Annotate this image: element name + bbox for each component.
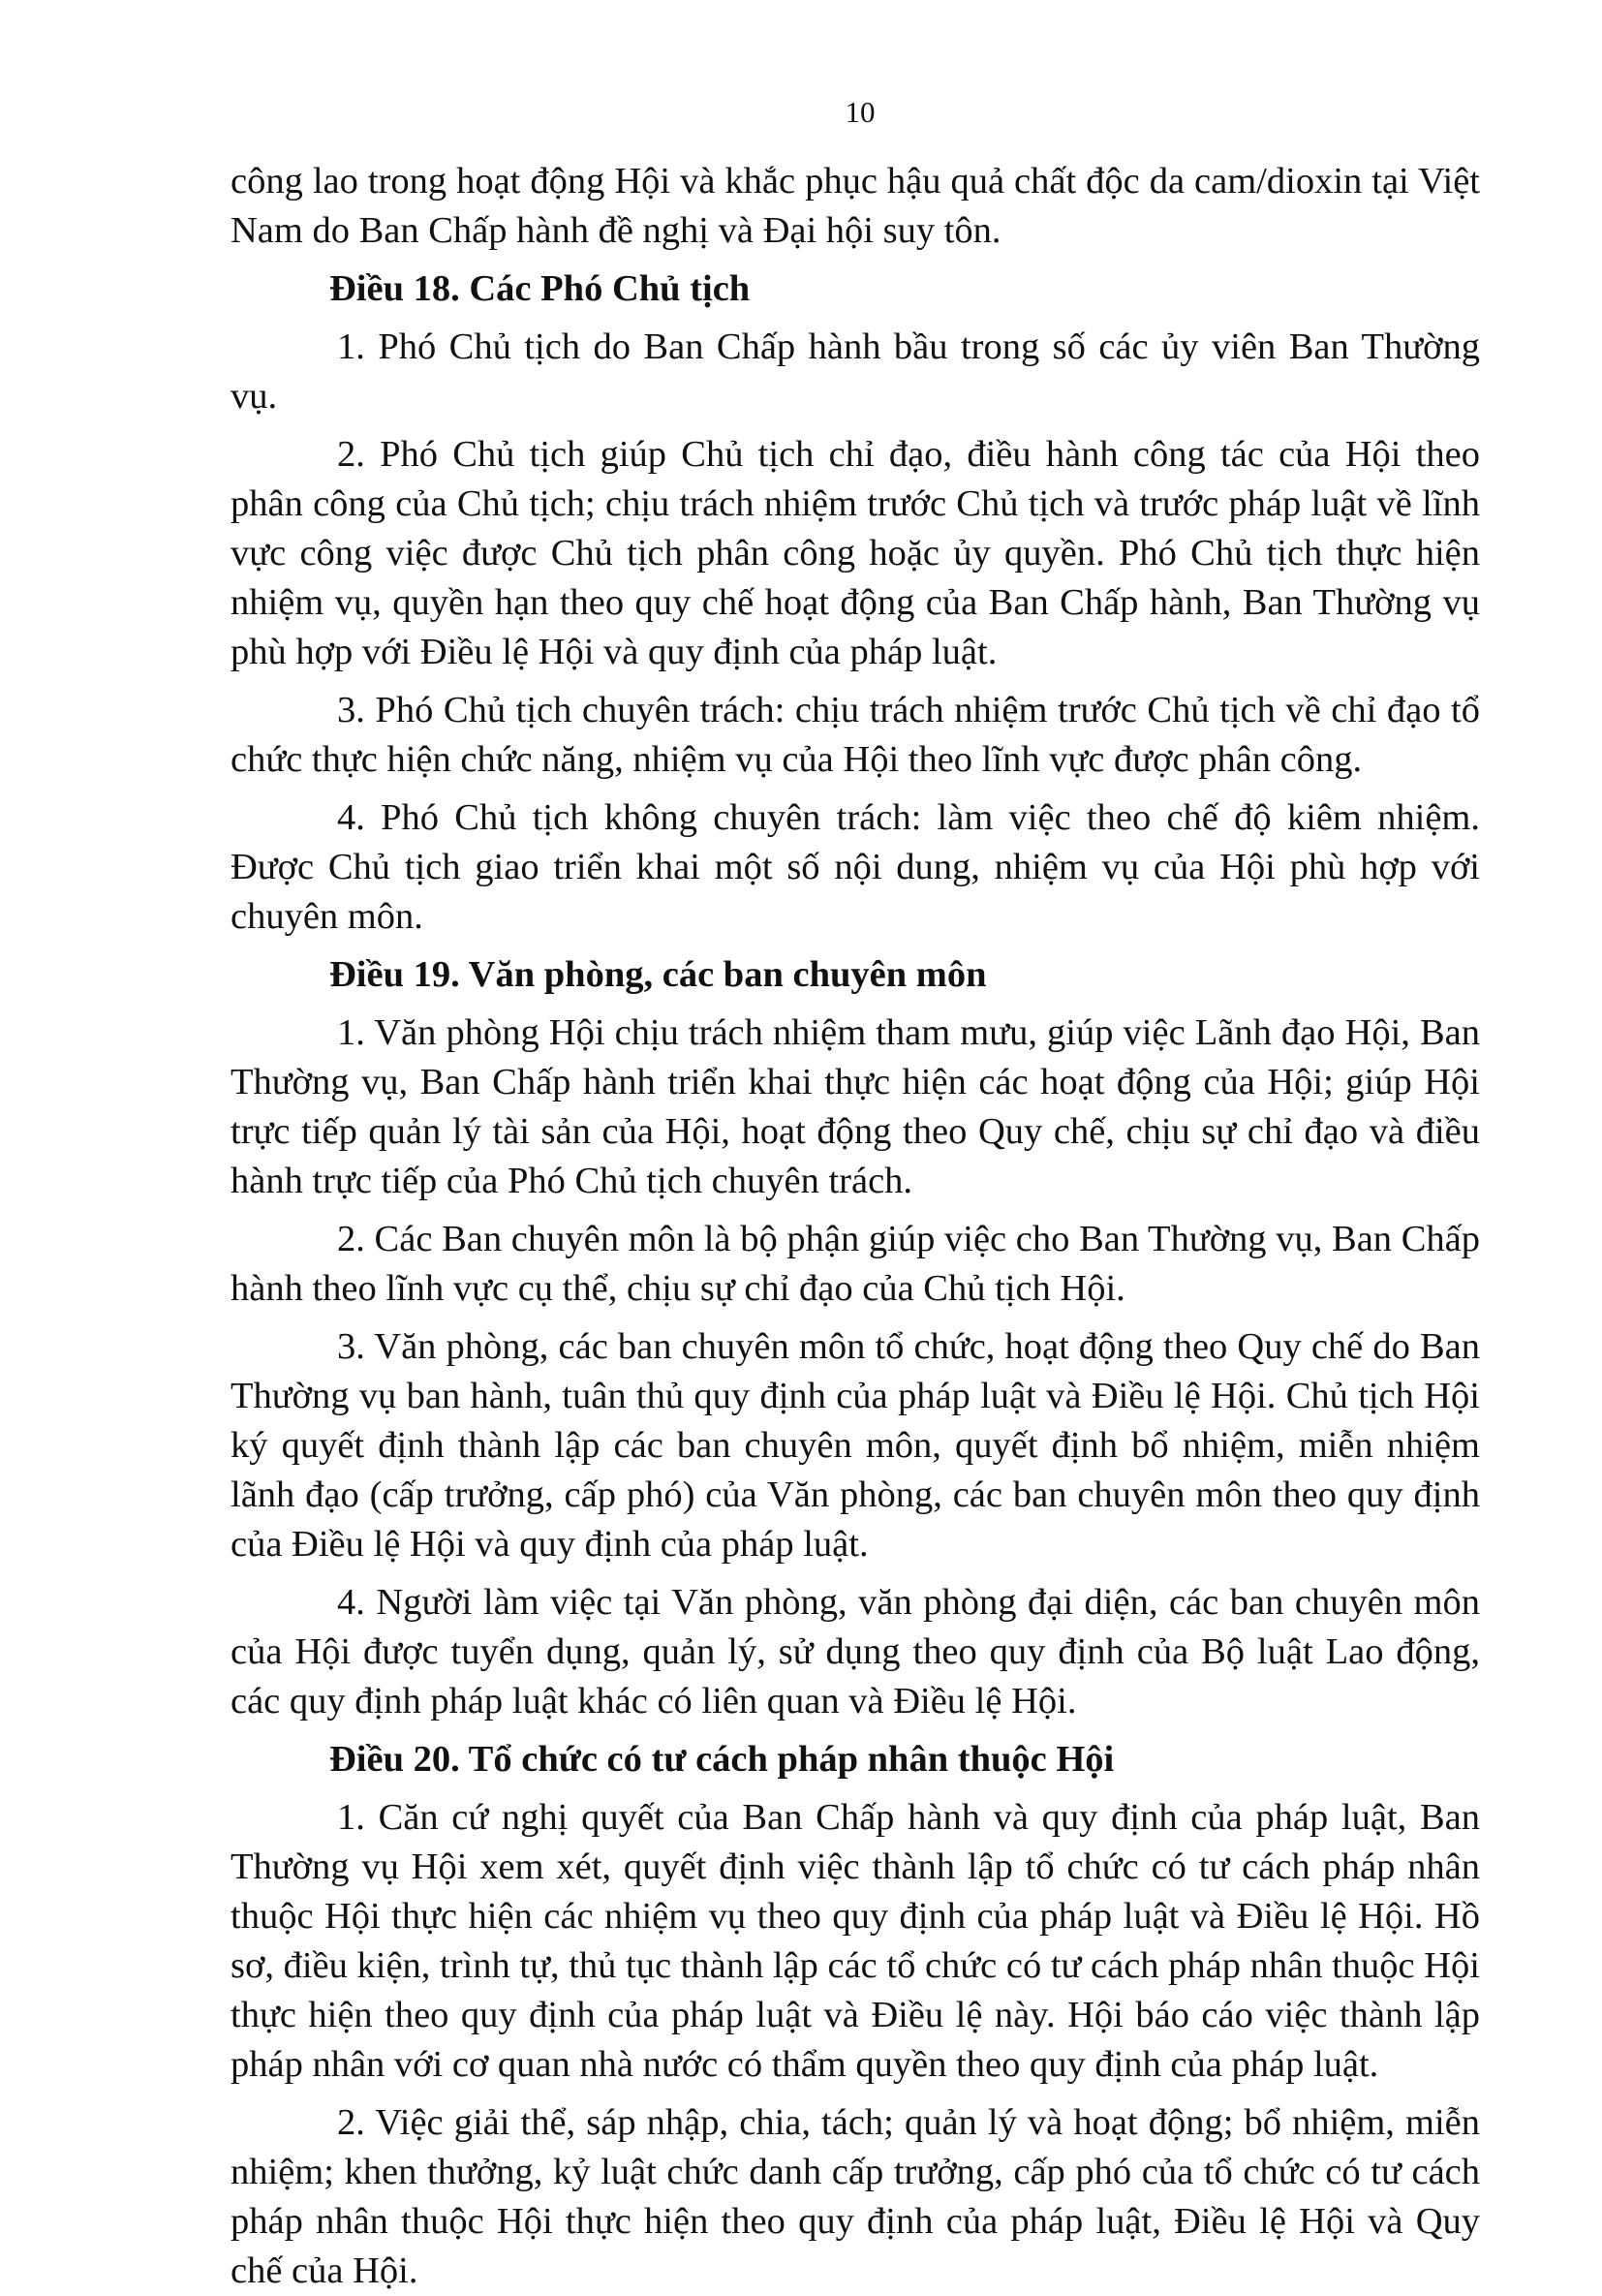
page-number: 10	[845, 95, 876, 129]
article-paragraph: 3. Văn phòng, các ban chuyên môn tổ chức, hoạt động theo Quy chế do Ban Thường vụ ban hành, tuân thủ quy định của pháp luật và Điều lệ Hội. Chủ tịch Hội ký quyết định thành lập các ban chuyên môn, quyết định bổ nhiệm, miễn nhiệm lãnh đạo (cấp trưởng, cấp phó) của Văn phòng, các ban chuyên môn theo quy định của Điều lệ Hội và quy định của pháp luật.	[231, 1326, 1480, 1565]
document-page	[231, 93, 1480, 2296]
article-paragraph: 2. Phó Chủ tịch giúp Chủ tịch chỉ đạo, điều hành công tác của Hội theo phân công của Chủ tịch; chịu trách nhiệm trước Chủ tịch và trước pháp luật về lĩnh vực công việc được Chủ tịch phân công hoặc ủy quyền. Phó Chủ tịch thực hiện nhiệm vụ, quyền hạn theo quy chế hoạt động của Ban Chấp hành, Ban Thường vụ phù hợp với Điều lệ Hội và quy định của pháp luật.	[231, 434, 1480, 672]
article-heading: Điều 19. Văn phòng, các ban chuyên môn	[329, 954, 987, 995]
article-20	[231, 1735, 1480, 2296]
article-paragraph: 3. Phó Chủ tịch chuyên trách: chịu trách nhiệm trước Chủ tịch về chỉ đạo tổ chức thực hiện chức năng, nhiệm vụ của Hội theo lĩnh vực được phân công.	[231, 690, 1480, 780]
article-19	[231, 950, 1480, 1726]
article-paragraph: 1. Căn cứ nghị quyết của Ban Chấp hành và quy định của pháp luật, Ban Thường vụ Hội xem xét, quyết định việc thành lập tổ chức có tư cách pháp nhân thuộc Hội thực hiện các nhiệm vụ theo quy định của pháp luật và Điều lệ Hội. Hồ sơ, điều kiện, trình tự, thủ tục thành lập các tổ chức có tư cách pháp nhân thuộc Hội thực hiện theo quy định của pháp luật và Điều lệ này. Hội báo cáo việc thành lập pháp nhân với cơ quan nhà nước có thẩm quyền theo quy định của pháp luật.	[231, 1797, 1480, 2085]
article-paragraph: 2. Các Ban chuyên môn là bộ phận giúp việc cho Ban Thường vụ, Ban Chấp hành theo lĩnh vực cụ thể, chịu sự chỉ đạo của Chủ tịch Hội.	[231, 1219, 1480, 1309]
article-paragraph: 4. Người làm việc tại Văn phòng, văn phòng đại diện, các ban chuyên môn của Hội được tuyển dụng, quản lý, sử dụng theo quy định của Bộ luật Lao động, các quy định pháp luật khác có liên quan và Điều lệ Hội.	[231, 1582, 1480, 1722]
opening-paragraph: công lao trong hoạt động Hội và khắc phục hậu quả chất độc da cam/dioxin tại Việt Nam do Ban Chấp hành đề nghị và Đại hội suy tôn.	[231, 161, 1480, 251]
article-paragraph: 1. Phó Chủ tịch do Ban Chấp hành bầu trong số các ủy viên Ban Thường vụ.	[231, 326, 1480, 417]
article-paragraph: 4. Phó Chủ tịch không chuyên trách: làm việc theo chế độ kiêm nhiệm. Được Chủ tịch giao triển khai một số nội dung, nhiệm vụ của Hội phù hợp với chuyên môn.	[231, 797, 1480, 937]
article-18	[231, 264, 1480, 942]
article-heading: Điều 20. Tổ chức có tư cách pháp nhân thuộc Hội	[329, 1739, 1115, 1780]
article-paragraph: 2. Việc giải thể, sáp nhập, chia, tách; quản lý và hoạt động; bổ nhiệm, miễn nhiệm; khen thưởng, kỷ luật chức danh cấp trưởng, cấp phó của tổ chức có tư cách pháp nhân thuộc Hội thực hiện theo quy định của pháp luật, Điều lệ Hội và Quy chế của Hội.	[231, 2102, 1480, 2291]
article-paragraph: 1. Văn phòng Hội chịu trách nhiệm tham mưu, giúp việc Lãnh đạo Hội, Ban Thường vụ, Ban Chấp hành triển khai thực hiện các hoạt động của Hội; giúp Hội trực tiếp quản lý tài sản của Hội, hoạt động theo Quy chế, chịu sự chỉ đạo và điều hành trực tiếp của Phó Chủ tịch chuyên trách.	[231, 1012, 1480, 1201]
article-heading: Điều 18. Các Phó Chủ tịch	[329, 268, 751, 309]
